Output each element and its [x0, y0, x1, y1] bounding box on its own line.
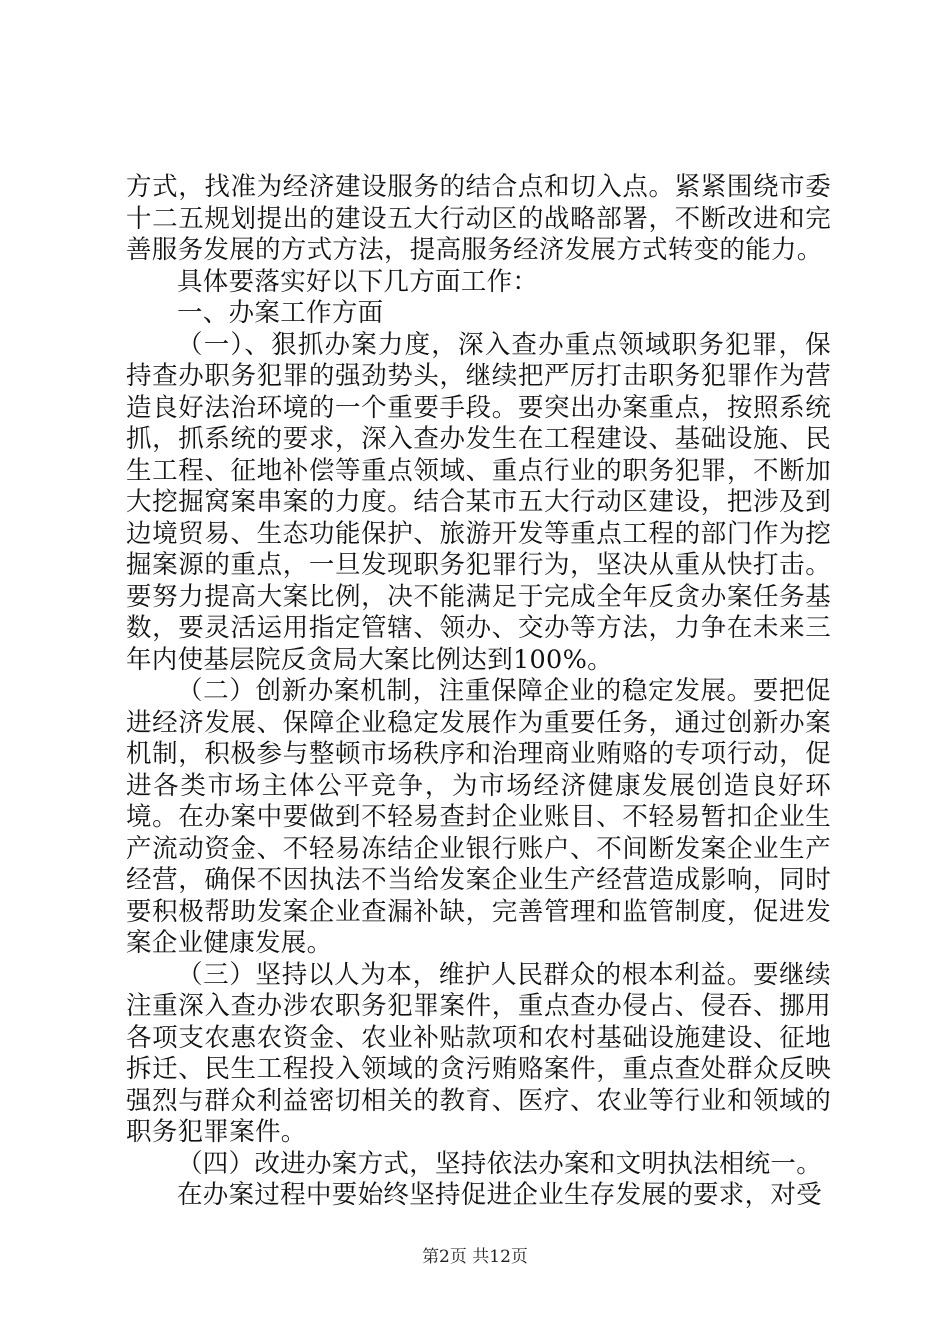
paragraph-last: 在办案过程中要始终坚持促进企业生存发展的要求，对受 [177, 1180, 823, 1210]
paragraph-item-1: （一）、狠抓办案力度，深入查办重点领域职务犯罪，保持查办职务犯罪的强劲势头，继续把严厉打击职务犯罪作为营造良好法治环境的一个重要手段。要突出办案重点，按照系统抓，抓系统的要求，深入查办发生在工程建设、基础设施、民生工程、征地补偿等重点领域、重点行业的职务犯罪，不断加大挖掘窝案串案的力度。结合某市五大行动区建设，把涉及到边境贸易、生态功能保护、旅游开发等重点工程的部门作为挖掘案源的重点，一旦发现职务犯罪行为，坚决从重从快打击。要努力提高大案比例，决不能满足于完成全年反贪办案任务基数，要灵活运用指定管辖、领办、交办等方法，力争在未来三年内使基层院反贪局大案比例达到100%。 [126, 329, 831, 675]
paragraph-1: 方式，找准为经济建设服务的结合点和切入点。紧紧围绕市委十二五规划提出的建设五大行动区的战略部署，不断改进和完善服务发展的方式方法，提高服务经济发展方式转变的能力。 [126, 172, 831, 265]
paragraph-item-3: （三）坚持以人为本，维护人民群众的根本利益。要继续注重深入查办涉农职务犯罪案件，重点查办侵占、侵吞、挪用各项支农惠农资金、农业补贴款项和农村基础设施建设、征地拆迁、民生工程投入领域的贪污贿赂案件，重点查处群众反映强烈与群众利益密切相关的教育、医疗、农业等行业和领域的职务犯罪案件。 [126, 959, 831, 1147]
document-body [126, 172, 831, 1212]
paragraph-item-2: （二）创新办案机制，注重保障企业的稳定发展。要把促进经济发展、保障企业稳定发展作为重要任务，通过创新办案机制，积极参与整顿市场秩序和治理商业贿赂的专项行动，促进各类市场主体公平竞争，为市场经济健康发展创造良好环境。在办案中要做到不轻易查封企业账目、不轻易暂扣企业生产流动资金、不轻易冻结企业银行账户、不间断发案企业生产经营，确保不因执法不当给发案企业生产经营造成影响，同时要积极帮助发案企业查漏补缺，完善管理和监管制度，促进发案企业健康发展。 [126, 676, 831, 958]
paragraph-item-4: （四）改进办案方式，坚持依法办案和文明执法相统一。 [177, 1148, 823, 1179]
section-heading: 一、办案工作方面 [177, 298, 384, 328]
page-number-footer: 第2页 共12页 [422, 1247, 528, 1267]
paragraph-2: 具体要落实好以下几方面工作： [177, 266, 539, 297]
